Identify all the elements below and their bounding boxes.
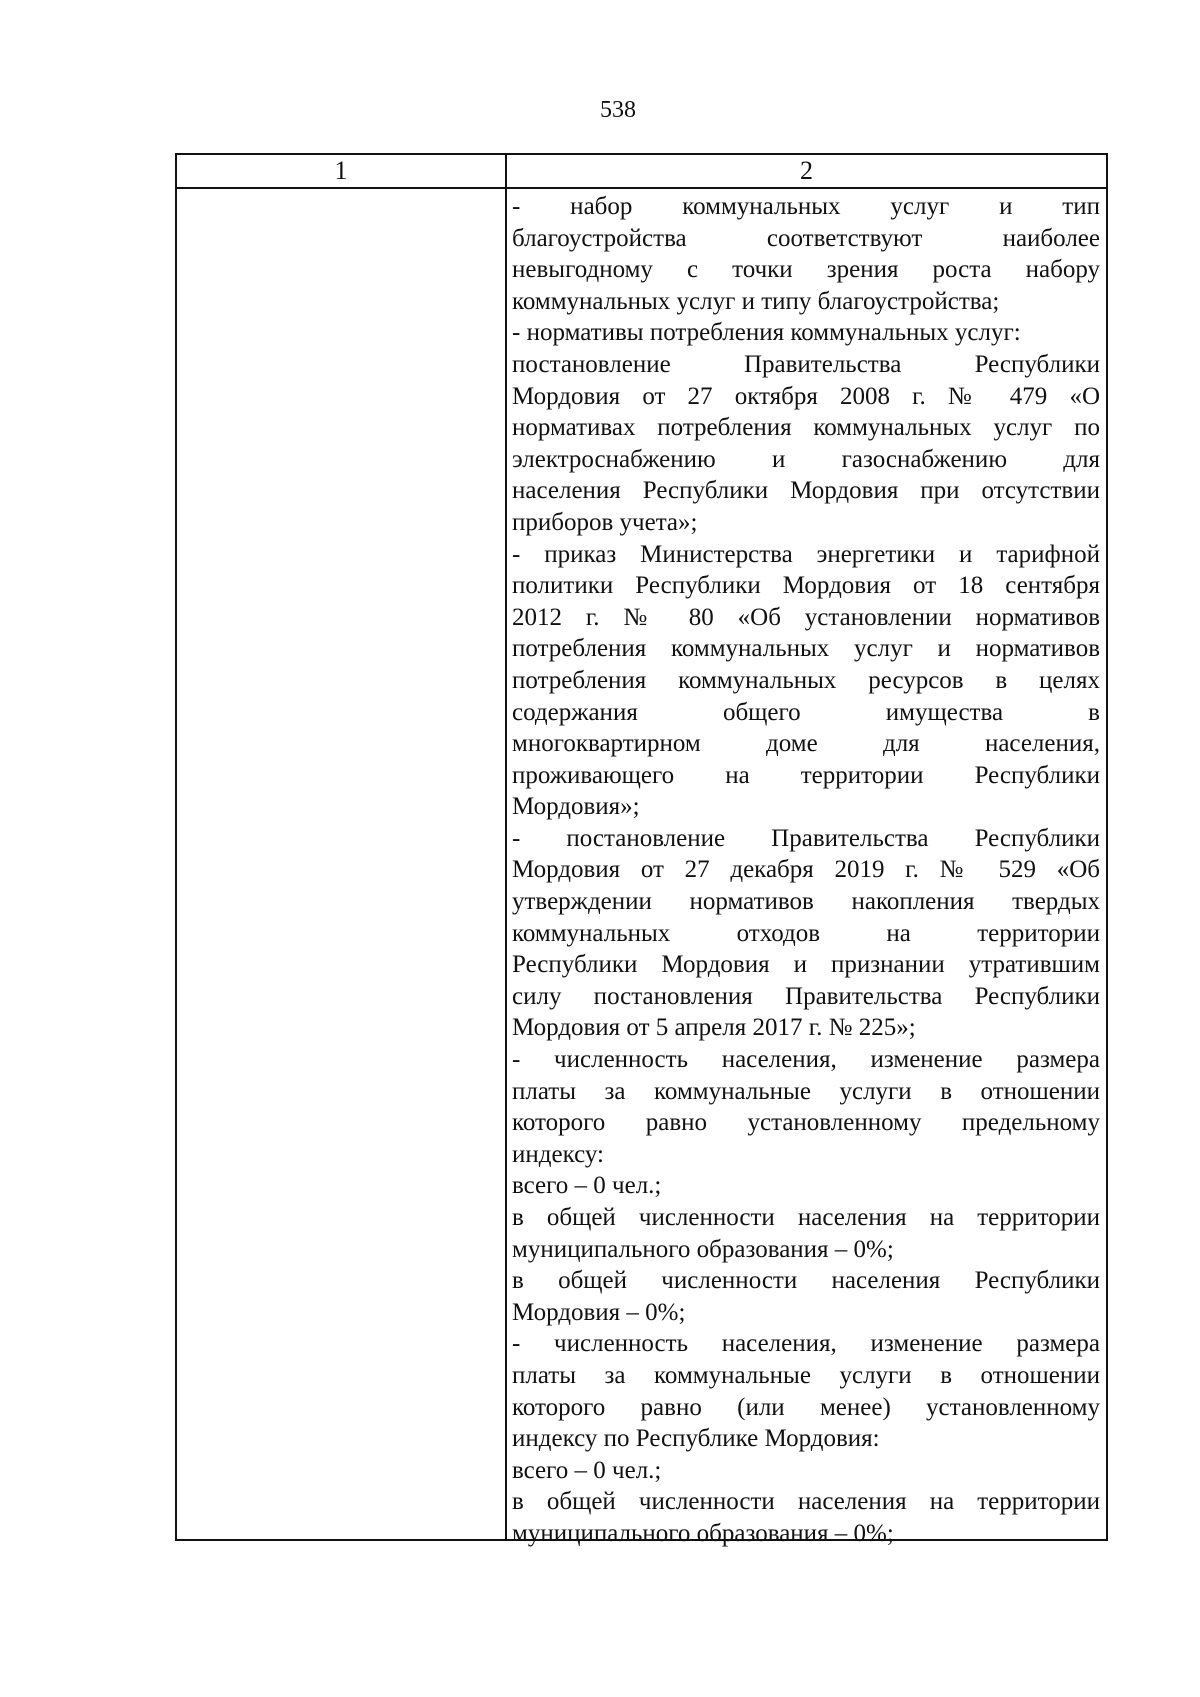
text-line: постановление Правительства Республики bbox=[512, 350, 1100, 378]
text-line: приборов учета»; bbox=[512, 508, 698, 536]
text-line: потребления коммунальных услуг и нормативов bbox=[512, 635, 1100, 663]
text-line: платы за коммунальные услуги в отношении bbox=[512, 1361, 1100, 1389]
text-line: населения Республики Мордовия при отсутствии bbox=[512, 477, 1100, 505]
text-line: содержания общего имущества в bbox=[512, 698, 1100, 726]
text-line: Мордовия от 27 декабря 2019 г. № 529 «Об bbox=[512, 856, 1100, 884]
text-line: в общей численности населения Республики bbox=[512, 1267, 1100, 1295]
text-line: в общей численности населения на территории bbox=[512, 1204, 1100, 1231]
text-line: платы за коммунальные услуги в отношении bbox=[512, 1077, 1100, 1105]
text-line: Мордовия от 27 октября 2008 г. № 479 «О bbox=[512, 382, 1100, 410]
text-line: нормативах потребления коммунальных услуг по bbox=[512, 414, 1100, 442]
text-line: проживающего на территории Республики bbox=[512, 761, 1100, 789]
text-line: Мордовия»; bbox=[512, 793, 640, 821]
text-line: Мордовия от 5 апреля 2017 г. № 225»; bbox=[512, 1014, 916, 1042]
table-cell-column-1 bbox=[177, 189, 505, 1539]
table-cell-column-2 bbox=[512, 191, 1100, 1550]
text-line: - численность населения, изменение размера bbox=[512, 1330, 1100, 1358]
text-line: которого равно установленному предельному bbox=[512, 1109, 1100, 1137]
column-divider bbox=[505, 155, 507, 1539]
document-table bbox=[175, 153, 1108, 1547]
text-line: потребления коммунальных ресурсов в целях bbox=[512, 666, 1100, 694]
text-line: силу постановления Правительства Республики bbox=[512, 982, 1100, 1010]
text-line: индексу по Республике Мордовия: bbox=[512, 1425, 880, 1453]
text-line: утверждении нормативов накопления твердых bbox=[512, 888, 1100, 916]
text-line: многоквартирном доме для населения, bbox=[512, 730, 1100, 758]
text-line: коммунальных отходов на территории bbox=[512, 919, 1100, 947]
text-line: 2012 г. № 80 «Об установлении нормативов bbox=[512, 603, 1100, 631]
text-line: которого равно (или менее) установленному bbox=[512, 1393, 1100, 1421]
text-line: Мордовия – 0%; bbox=[512, 1298, 686, 1326]
text-line: в общей численности населения на территории bbox=[512, 1488, 1100, 1516]
text-line: всего – 0 чел.; bbox=[512, 1456, 662, 1484]
page-number: 538 bbox=[600, 97, 636, 123]
text-line: невыгодному с точки зрения роста набору bbox=[512, 256, 1100, 284]
text-line: всего – 0 чел.; bbox=[512, 1172, 662, 1200]
column-header-1: 1 bbox=[334, 156, 348, 185]
table-header-row bbox=[177, 155, 1106, 189]
text-line: индексу: bbox=[512, 1140, 604, 1168]
text-line: - приказ Министерства энергетики и тарифной bbox=[512, 540, 1100, 568]
text-line: муниципального образования – 0%; bbox=[512, 1519, 894, 1547]
text-line: - набор коммунальных услуг и тип bbox=[512, 193, 1100, 220]
text-line: политики Республики Мордовия от 18 сентября bbox=[512, 572, 1100, 600]
text-line: благоустройства соответствуют наиболее bbox=[512, 224, 1100, 252]
text-line: - нормативы потребления коммунальных услуг: bbox=[512, 319, 1021, 347]
text-line: - постановление Правительства Республики bbox=[512, 824, 1100, 852]
text-line: Республики Мордовия и признании утратившим bbox=[512, 951, 1100, 979]
text-line: электроснабжению и газоснабжению для bbox=[512, 445, 1100, 473]
text-line: муниципального образования – 0%; bbox=[512, 1235, 894, 1263]
text-line: коммунальных услуг и типу благоустройства; bbox=[512, 287, 1000, 315]
column-header-2: 2 bbox=[800, 156, 813, 185]
text-line: - численность населения, изменение размера bbox=[512, 1046, 1100, 1074]
